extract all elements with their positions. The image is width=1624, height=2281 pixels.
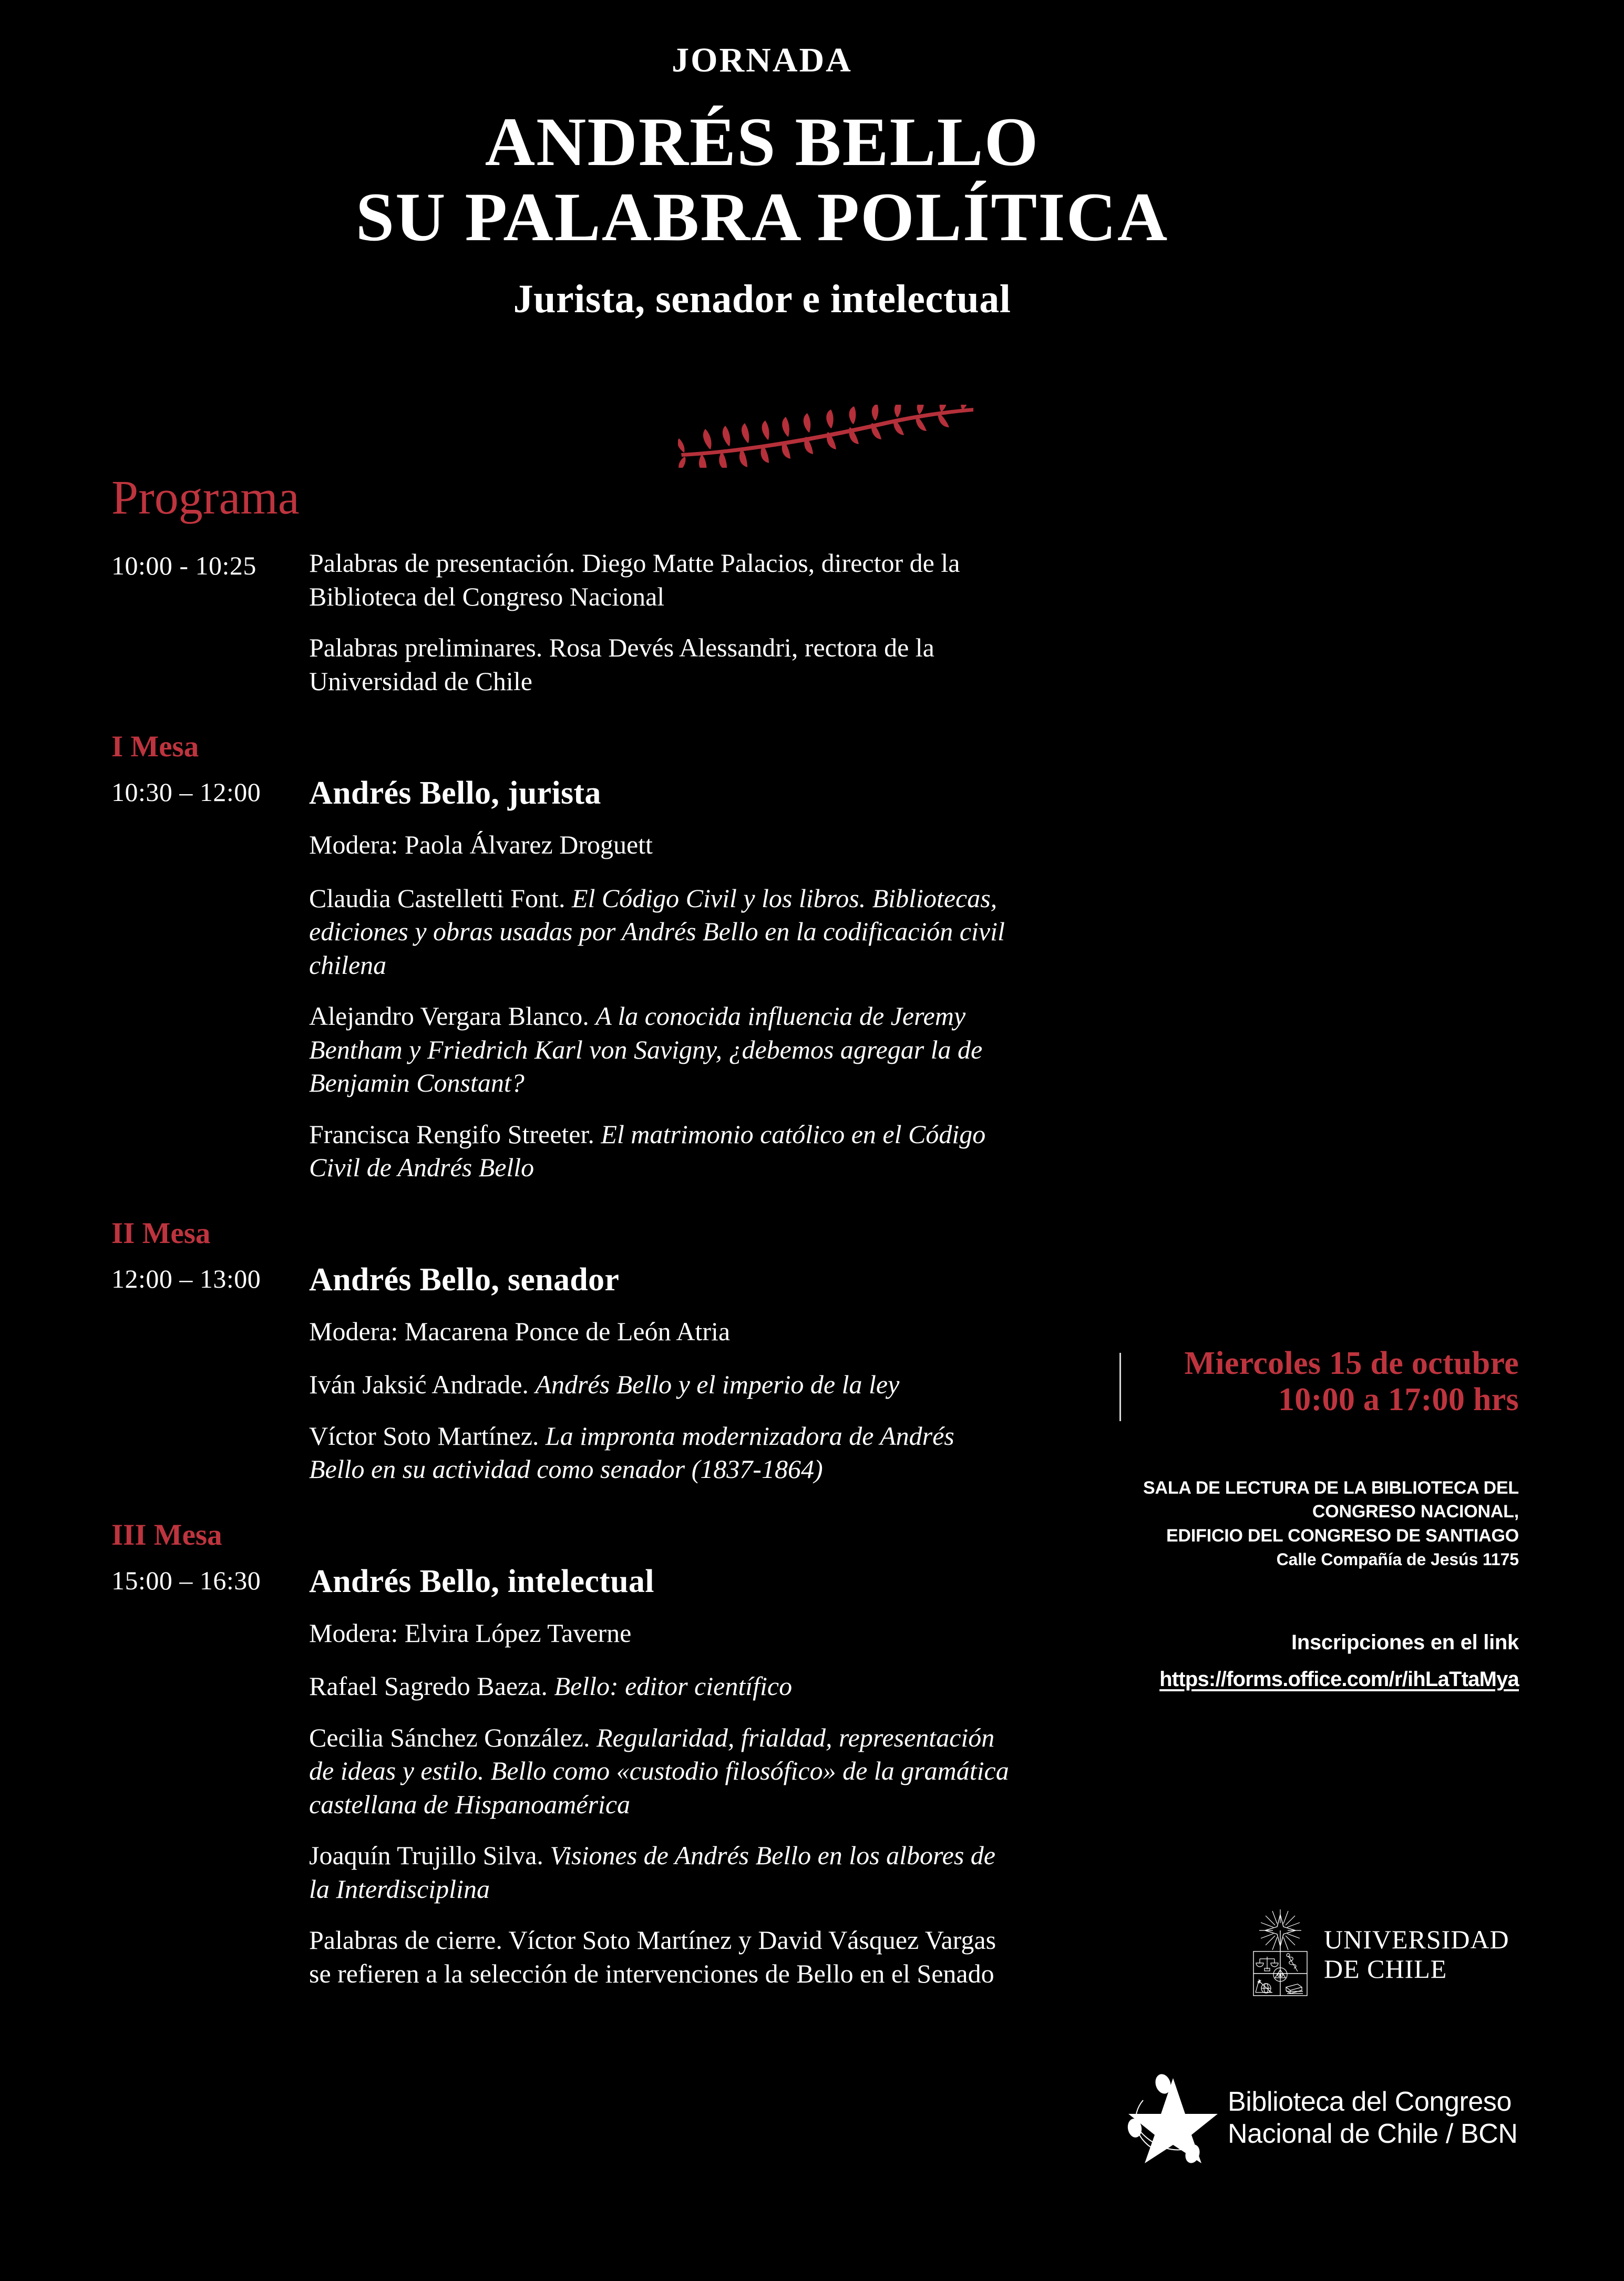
opening-paragraph: Palabras preliminares. Rosa Devés Alessandri, rectora de la Universidad de Chile bbox=[309, 633, 934, 696]
talk-entry bbox=[309, 1670, 1015, 1703]
event-info-column bbox=[1114, 1345, 1519, 1694]
talk-speaker: Cecilia Sánchez González. bbox=[309, 1722, 590, 1752]
talk-title: Andrés Bello y el imperio de la ley bbox=[535, 1370, 900, 1400]
talk-title: Regularidad, frialdad, representación de ideas y estilo. Bello como «custodio filosófico» de la gramática castellana de Hispanoamérica bbox=[309, 1722, 1009, 1819]
registration-label: Inscripciones en el link bbox=[1291, 1631, 1519, 1655]
talk-title: Bello: editor científico bbox=[554, 1671, 793, 1701]
mesa-moderator-2: Modera: Macarena Ponce de León Atria bbox=[309, 1316, 731, 1346]
talk-entry bbox=[309, 1420, 1015, 1486]
mesa-block-1 bbox=[111, 774, 1015, 1185]
talk-entry bbox=[309, 1368, 1015, 1402]
poster-header bbox=[0, 0, 1524, 322]
uch-wordmark-line-2: DE CHILE bbox=[1324, 1954, 1447, 1984]
mesa-title-3: Andrés Bello, intelectual bbox=[309, 1563, 654, 1599]
bcn-star-icon bbox=[1127, 2070, 1219, 2167]
mesa-time-1: 10:30 – 12:00 bbox=[111, 777, 261, 807]
mesa-title-2: Andrés Bello, senador bbox=[309, 1261, 620, 1298]
kicker-jornada: JORNADA bbox=[672, 41, 852, 79]
mesa-moderator-1: Modera: Paola Álvarez Droguett bbox=[309, 830, 653, 860]
bcn-wordmark bbox=[1228, 2086, 1518, 2151]
talk-speaker: Alejandro Vergara Blanco. bbox=[309, 1001, 589, 1031]
mesa-time-3: 15:00 – 16:30 bbox=[111, 1565, 261, 1595]
opening-time: 10:00 - 10:25 bbox=[111, 551, 256, 580]
bcn-logo bbox=[1127, 2068, 1516, 2168]
universidad-de-chile-wordmark bbox=[1324, 1925, 1509, 1984]
talk-speaker: Joaquín Trujillo Silva. bbox=[309, 1841, 543, 1871]
venue-street: Calle Compañía de Jesús 1175 bbox=[1276, 1549, 1519, 1569]
mesa-body-1 bbox=[309, 774, 1015, 1185]
talk-title: El Código Civil y los libros. Bibliotecas, ediciones y obras usadas por Andrés Bello en la codificación civil chilena bbox=[309, 883, 1005, 980]
talk-entry bbox=[309, 1839, 1015, 1906]
talk-title: Visiones de Andrés Bello en los albores de la Interdisciplina bbox=[309, 1841, 995, 1904]
talk-entry bbox=[309, 1721, 1015, 1822]
mesa-title-1: Andrés Bello, jurista bbox=[309, 775, 601, 811]
poster-subtitle: Jurista, senador e intelectual bbox=[513, 277, 1011, 322]
mesa-body-2 bbox=[309, 1261, 1015, 1486]
programa-heading: Programa bbox=[111, 470, 300, 524]
talk-speaker: Francisca Rengifo Streeter. bbox=[309, 1119, 594, 1149]
bcn-wordmark-line-2: Nacional de Chile / BCN bbox=[1228, 2119, 1518, 2149]
poster-title bbox=[0, 103, 1524, 255]
registration-block bbox=[1114, 1627, 1519, 1694]
mesa-label-1: I Mesa bbox=[111, 730, 199, 763]
laurel-branch-icon bbox=[678, 405, 978, 468]
vertical-rule bbox=[1119, 1353, 1121, 1421]
mesa-block-2 bbox=[111, 1261, 1015, 1486]
talk-speaker: Claudia Castelletti Font. bbox=[309, 883, 566, 913]
mesa-body-3 bbox=[309, 1563, 1015, 1991]
talk-speaker: Iván Jaksić Andrade. bbox=[309, 1370, 529, 1400]
closing-remarks: Palabras de cierre. Víctor Soto Martínez y David Vásquez Vargas se refieren a la selección de intervenciones de Bello en el Senado bbox=[309, 1925, 996, 1988]
mesa-time-2: 12:00 – 13:00 bbox=[111, 1263, 261, 1293]
venue-line-1: SALA DE LECTURA DE LA BIBLIOTECA DEL bbox=[1143, 1477, 1519, 1498]
opening-body bbox=[309, 547, 1015, 698]
talk-entry bbox=[309, 1000, 1015, 1100]
talk-speaker: Víctor Soto Martínez. bbox=[309, 1421, 539, 1451]
universidad-de-chile-logo bbox=[1248, 1907, 1511, 2001]
talk-entry bbox=[309, 882, 1015, 982]
programa-column bbox=[111, 470, 1015, 1992]
venue-line-2: CONGRESO NACIONAL, bbox=[1312, 1502, 1519, 1522]
event-date: Miercoles 15 de octubre bbox=[1184, 1345, 1519, 1381]
programa-opening-block bbox=[111, 547, 1015, 698]
poster-title-line-1: ANDRÉS BELLO bbox=[485, 103, 1040, 180]
poster-title-line-2: SU PALABRA POLÍTICA bbox=[355, 178, 1169, 255]
universidad-de-chile-crest-icon bbox=[1248, 1908, 1312, 2000]
talk-title: A la conocida influencia de Jeremy Bentham y Friedrich Karl von Savigny, ¿debemos agregar la de Benjamin Constant? bbox=[309, 1001, 983, 1098]
registration-link[interactable]: https://forms.office.com/r/ihLaTtaMya bbox=[1159, 1668, 1519, 1691]
mesa-moderator-3: Modera: Elvira López Taverne bbox=[309, 1618, 632, 1648]
bcn-wordmark-line-1: Biblioteca del Congreso bbox=[1228, 2086, 1512, 2117]
event-hours: 10:00 a 17:00 hrs bbox=[1278, 1382, 1519, 1418]
talk-title: El matrimonio católico en el Código Civil de Andrés Bello bbox=[309, 1119, 986, 1183]
talk-title: La impronta modernizadora de Andrés Bello en su actividad como senador (1837-1864) bbox=[309, 1421, 954, 1484]
event-date-block bbox=[1114, 1345, 1519, 1419]
talk-entry bbox=[309, 1118, 1015, 1185]
venue-block bbox=[1114, 1476, 1519, 1571]
talk-speaker: Rafael Sagredo Baeza. bbox=[309, 1671, 548, 1701]
venue-line-3: EDIFICIO DEL CONGRESO DE SANTIAGO bbox=[1166, 1525, 1519, 1546]
mesa-label-2: II Mesa bbox=[111, 1216, 211, 1250]
opening-paragraph: Palabras de presentación. Diego Matte Palacios, director de la Biblioteca del Congreso Nacional bbox=[309, 548, 960, 611]
mesa-label-3: III Mesa bbox=[111, 1518, 222, 1552]
mesa-block-3 bbox=[111, 1563, 1015, 1991]
uch-wordmark-line-1: UNIVERSIDAD bbox=[1324, 1925, 1509, 1954]
